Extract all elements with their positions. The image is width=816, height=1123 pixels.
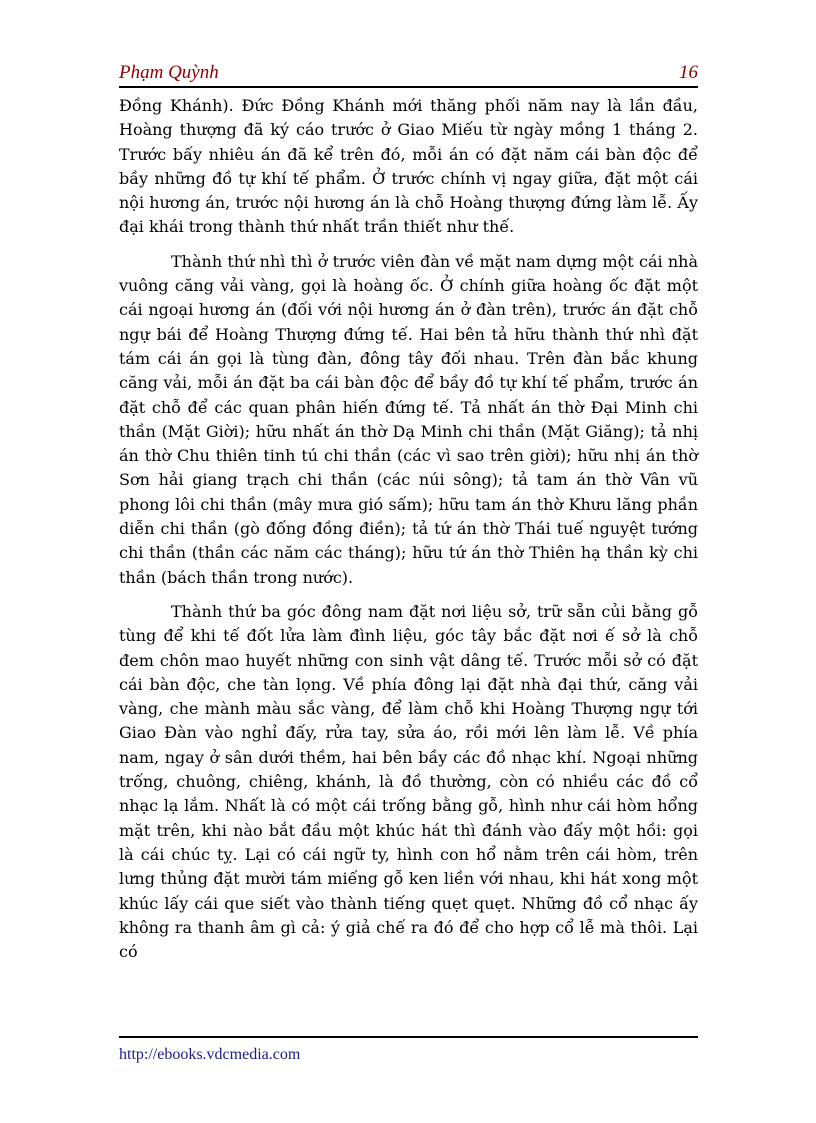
page-header [119, 62, 698, 88]
body-text [119, 94, 698, 974]
page-footer [119, 1036, 698, 1063]
header-author: Phạm Quỳnh [119, 62, 219, 83]
paragraph-2: Thành thứ nhì thì ở trước viên đàn về mặt nam dựng một cái nhà vuông căng vải vàng, gọi là hoàng ốc. Ở chính giữa hoàng ốc đặt một cái ngoại hương án (đối với nội hương án ở đàn trên), trước án đặt chỗ ngự bái để Hoàng Thượng đứng tế. Hai bên tả hữu thành thứ nhì đặt tám cái án gọi là tùng đàn, đông tây đối nhau. Trên đàn bắc khung căng vải, mỗi án đặt ba cái bàn độc để bầy đồ tự khí tế phẩm, trước án đặt chỗ để các quan phân hiến đứng tế. Tả nhất án thờ Đại Minh chi thần (Mặt Giời); hữu nhất án thờ Dạ Minh chi thần (Mặt Giăng); tả nhị án thờ Chu thiên tinh tú chi thần (các vì sao trên giời); hữu nhị án thờ Sơn hải giang trạch chi thần (các núi sông); tả tam án thờ Vân vũ phong lôi chi thần (mây mưa gió sấm); hữu tam án thờ Khưu lăng phần diễn chi thần (gò đống đồng điền); tả tứ án thờ Thái tuế nguyệt tướng chi thần (thần các năm các tháng); hữu tứ án thờ Thiên hạ thần kỳ chi thần (bách thần trong nước). [119, 251, 698, 587]
paragraph-1: Đồng Khánh). Đức Đồng Khánh mới thăng phối năm nay là lần đầu, Hoàng thượng đã ký cáo trước ở Giao Miếu từ ngày mồng 1 tháng 2. Trước bấy nhiêu án đã kể trên đó, mỗi án có đặt năm cái bàn độc để bầy những đồ tự khí tế phẩm. Ở trước chính vị ngay giữa, đặt một cái nội hương án, trước nội hương án là chỗ Hoàng thượng đứng làm lễ. Ấy đại khái trong thành thứ nhất trần thiết như thế. [119, 96, 698, 237]
paragraph-3: Thành thứ ba góc đông nam đặt nơi liệu sở, trữ sẵn củi bằng gỗ tùng để khi tế đốt lửa làm đình liệu, góc tây bắc đặt nơi ế sở là chỗ đem chôn mao huyết những con sinh vật dâng tế. Trước mỗi sở có đặt cái bàn độc, che tàn lọng. Về phía đông lại đặt nhà đại thứ, căng vải vàng, che mành màu sắc vàng, để làm chỗ khi Hoàng Thượng ngự tới Giao Đàn vào nghỉ đấy, rửa tay, sửa áo, rồi mới lên làm lễ. Về phía nam, ngay ở sân dưới thềm, hai bên bầy các đồ nhạc khí. Ngoại những trống, chuông, chiêng, khánh, là đồ thường, còn có nhiều các đồ cổ nhạc lạ lắm. Nhất là có một cái trống bằng gỗ, hình như cái hòm hổng mặt trên, khi nào bắt đầu một khúc hát thì đánh vào đấy một hồi: gọi là cái chúc tỵ. Lại có cái ngữ ty, hình con hổ nằm trên cái hòm, trên lưng thủng đặt mười tám miếng gỗ ken liền với nhau, khi hát xong một khúc lấy cái que siết vào thành tiếng quẹt quẹt. Những đồ cổ nhạc ấy không ra thanh âm gì cả: ý giả chế ra đó để cho hợp cổ lễ mà thôi. Lại có [119, 601, 698, 962]
footer-link[interactable]: http://ebooks.vdcmedia.com [119, 1046, 301, 1063]
header-page-number: 16 [679, 62, 698, 83]
